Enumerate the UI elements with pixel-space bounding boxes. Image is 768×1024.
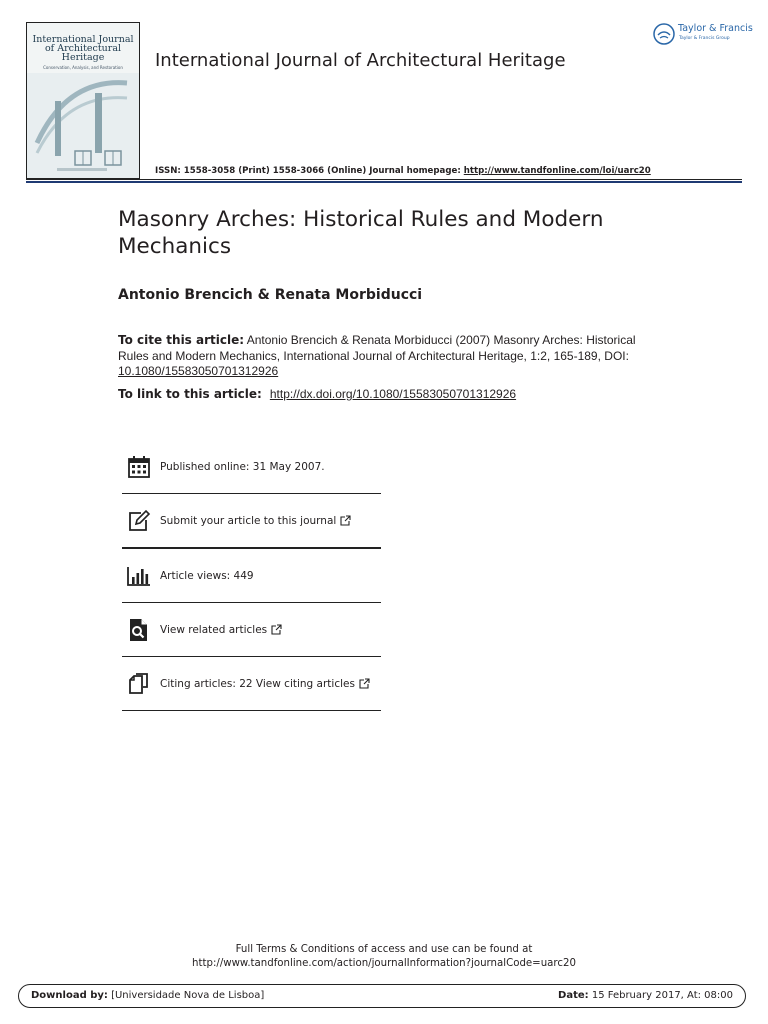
issn-text: ISSN: 1558-3058 (Print) 1558-3066 (Online) Journal homepage:: [155, 166, 464, 176]
issn-line: [155, 166, 651, 176]
related-articles-link[interactable]: View related articles: [160, 623, 268, 636]
terms-line: Full Terms & Conditions of access and use can be found at: [235, 944, 533, 955]
journal-cover-image: [26, 22, 140, 179]
external-link-icon: [359, 678, 370, 689]
edit-icon: [126, 508, 152, 534]
terms-notice: [0, 943, 768, 971]
citation-block: [118, 333, 648, 380]
divider: [122, 710, 381, 711]
article-authors: Antonio Brencich & Renata Morbiducci: [118, 287, 423, 303]
citation-doi-link[interactable]: 10.1080/15583050701312926: [118, 364, 279, 378]
cover-building-illustration: [27, 73, 139, 178]
citing-articles-item[interactable]: [122, 657, 381, 710]
published-online-item: [122, 440, 381, 493]
article-doi-link[interactable]: http://dx.doi.org/10.1080/15583050701312926: [269, 387, 517, 401]
citation-label: To cite this article:: [118, 333, 245, 347]
header-divider-thick: [26, 181, 742, 183]
article-views-text: Article views: 449: [160, 569, 254, 582]
download-by-value: [Universidade Nova de Lisboa]: [107, 990, 265, 1001]
external-link-icon: [340, 515, 351, 526]
header-divider: [26, 179, 742, 180]
calendar-icon: [126, 454, 152, 480]
submit-article-item[interactable]: [122, 494, 381, 547]
submit-article-link[interactable]: Submit your article to this journal: [160, 514, 337, 527]
published-online-text: Published online: 31 May 2007.: [160, 460, 325, 473]
article-views-item: [122, 549, 381, 602]
download-date: [558, 990, 733, 1001]
terms-url[interactable]: http://www.tandfonline.com/action/journalInformation?journalCode=uarc20: [192, 958, 576, 969]
article-link-block: [118, 387, 516, 401]
search-document-icon: [126, 617, 152, 643]
external-link-icon: [271, 624, 282, 635]
journal-title: International Journal of Architectural Heritage: [155, 50, 566, 71]
citation-text: Antonio Brencich & Renata Morbiducci (2007) Masonry Arches: Historical Rules and Modern Mechanics, International Journal of Architectural Heritage, 1:2, 165-189, DOI:: [118, 333, 636, 363]
publisher-logo[interactable]: [653, 23, 753, 47]
related-articles-item[interactable]: [122, 603, 381, 656]
download-by-label: Download by:: [31, 990, 108, 1001]
publisher-group: Taylor & Francis Group: [679, 36, 730, 41]
article-link-label: To link to this article:: [118, 387, 267, 401]
publisher-name: Taylor & Francis: [678, 23, 753, 34]
article-title: Masonry Arches: Historical Rules and Modern Mechanics: [118, 207, 604, 259]
publisher-logo-icon: [653, 23, 675, 45]
download-info-bar: [18, 984, 746, 1008]
citing-articles-link[interactable]: Citing articles: 22 View citing articles: [160, 677, 355, 690]
journal-homepage-link[interactable]: http://www.tandfonline.com/loi/uarc20: [463, 166, 651, 176]
download-by: [31, 990, 264, 1001]
bar-chart-icon: [126, 563, 152, 589]
cover-title: International Journal of Architectural Heritage: [32, 34, 134, 63]
download-date-label: Date:: [558, 990, 589, 1001]
article-info-list: [122, 440, 381, 711]
cover-subtitle: Conservation, Analysis, and Restoration: [43, 65, 123, 70]
citing-articles-icon: [126, 671, 152, 697]
download-date-value: 15 February 2017, At: 08:00: [588, 990, 733, 1001]
